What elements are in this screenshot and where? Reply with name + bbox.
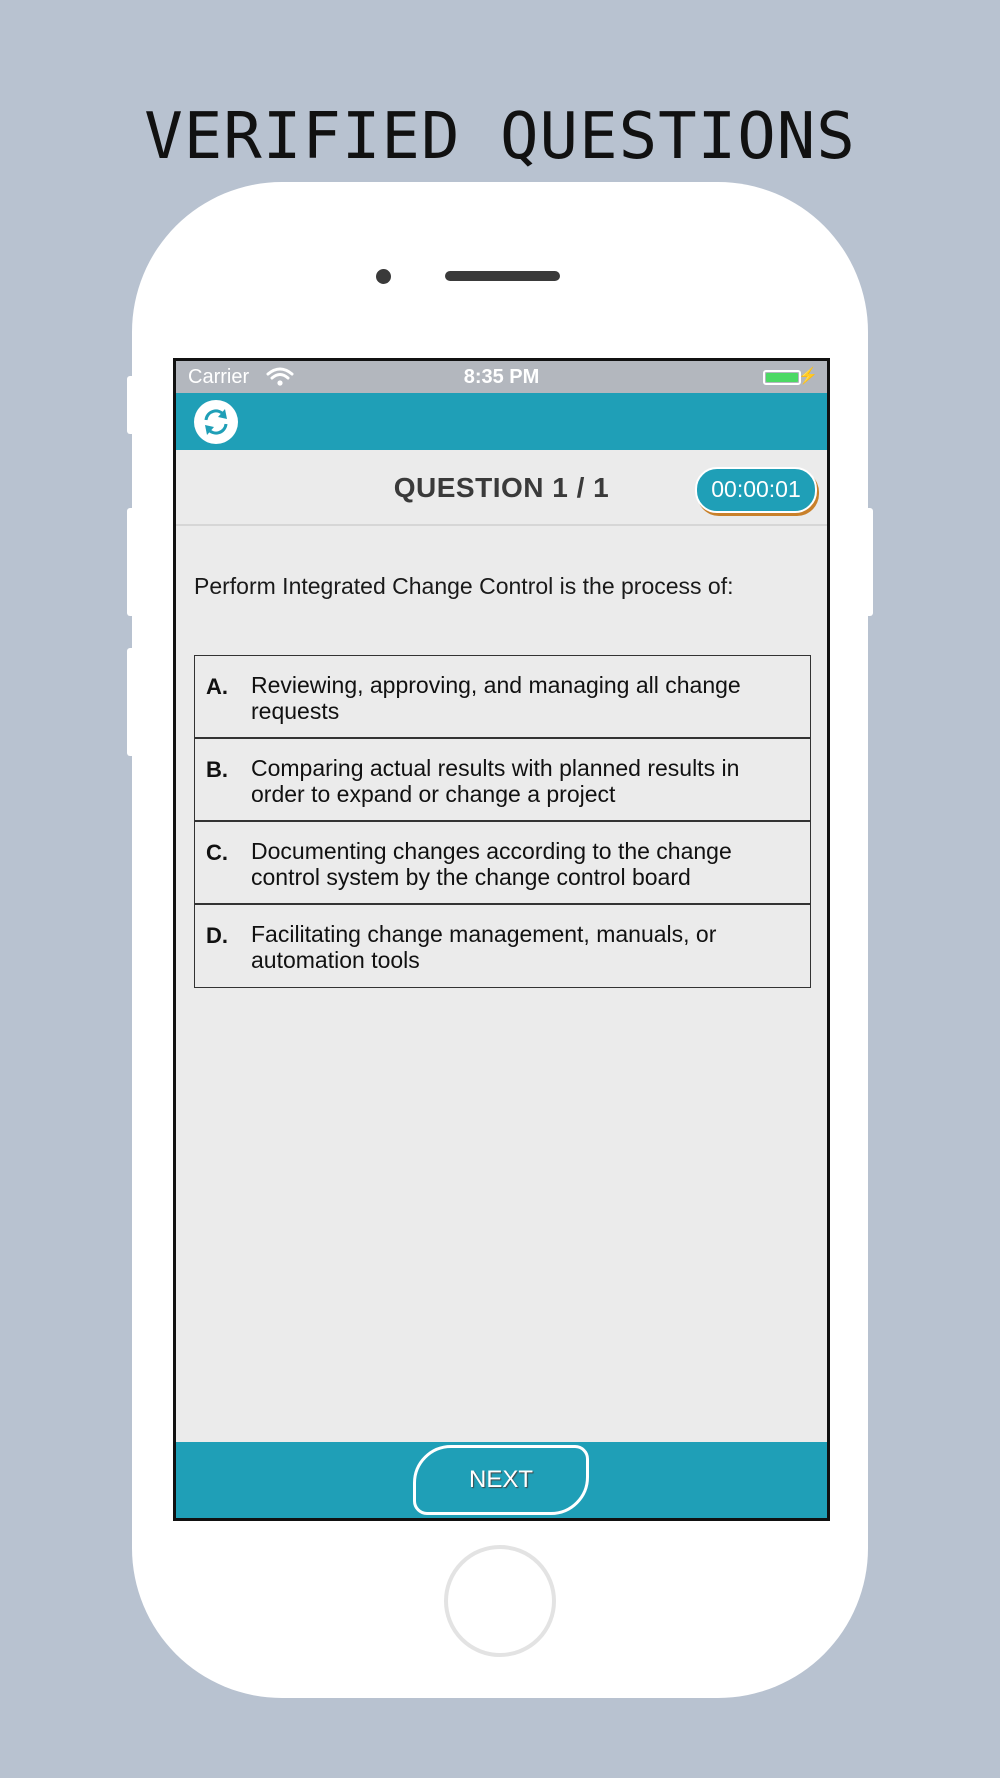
- app-toolbar: [176, 393, 827, 450]
- phone-speaker: [445, 271, 560, 281]
- answer-list: [194, 655, 811, 988]
- answer-option-b[interactable]: [195, 739, 810, 822]
- charging-bolt-icon: ⚡: [798, 368, 818, 385]
- question-counter: QUESTION 1 / 1: [393, 472, 610, 503]
- battery-icon: [763, 370, 801, 385]
- refresh-button[interactable]: [194, 400, 238, 444]
- next-button[interactable]: NEXT: [413, 1445, 589, 1515]
- refresh-icon: [200, 406, 232, 438]
- answer-letter: B.: [206, 757, 228, 782]
- app-screen: [173, 358, 830, 1521]
- bottom-bar: [176, 1442, 827, 1518]
- status-bar: [176, 361, 827, 393]
- page-headline: VERIFIED QUESTIONS: [144, 100, 856, 174]
- answer-option-d[interactable]: [195, 905, 810, 987]
- answer-text: Comparing actual results with planned results in order to expand or change a project: [251, 755, 740, 807]
- question-text: Perform Integrated Change Control is the process of:: [194, 573, 734, 599]
- question-header: [176, 450, 827, 526]
- answer-letter: C.: [206, 840, 228, 865]
- answer-option-a[interactable]: [195, 656, 810, 739]
- answer-option-c[interactable]: [195, 822, 810, 905]
- status-time: 8:35 PM: [463, 366, 540, 388]
- answer-letter: D.: [206, 923, 228, 948]
- answer-text: Reviewing, approving, and managing all change requests: [251, 672, 741, 724]
- answer-text: Documenting changes according to the change control system by the change control board: [251, 838, 732, 890]
- answer-letter: A.: [206, 674, 228, 699]
- phone-camera: [376, 269, 391, 284]
- carrier-label: Carrier: [188, 366, 250, 388]
- phone-home-button[interactable]: [444, 1545, 556, 1657]
- answer-text: Facilitating change management, manuals, or automation tools: [251, 921, 717, 973]
- timer-badge: 00:00:01: [695, 467, 817, 513]
